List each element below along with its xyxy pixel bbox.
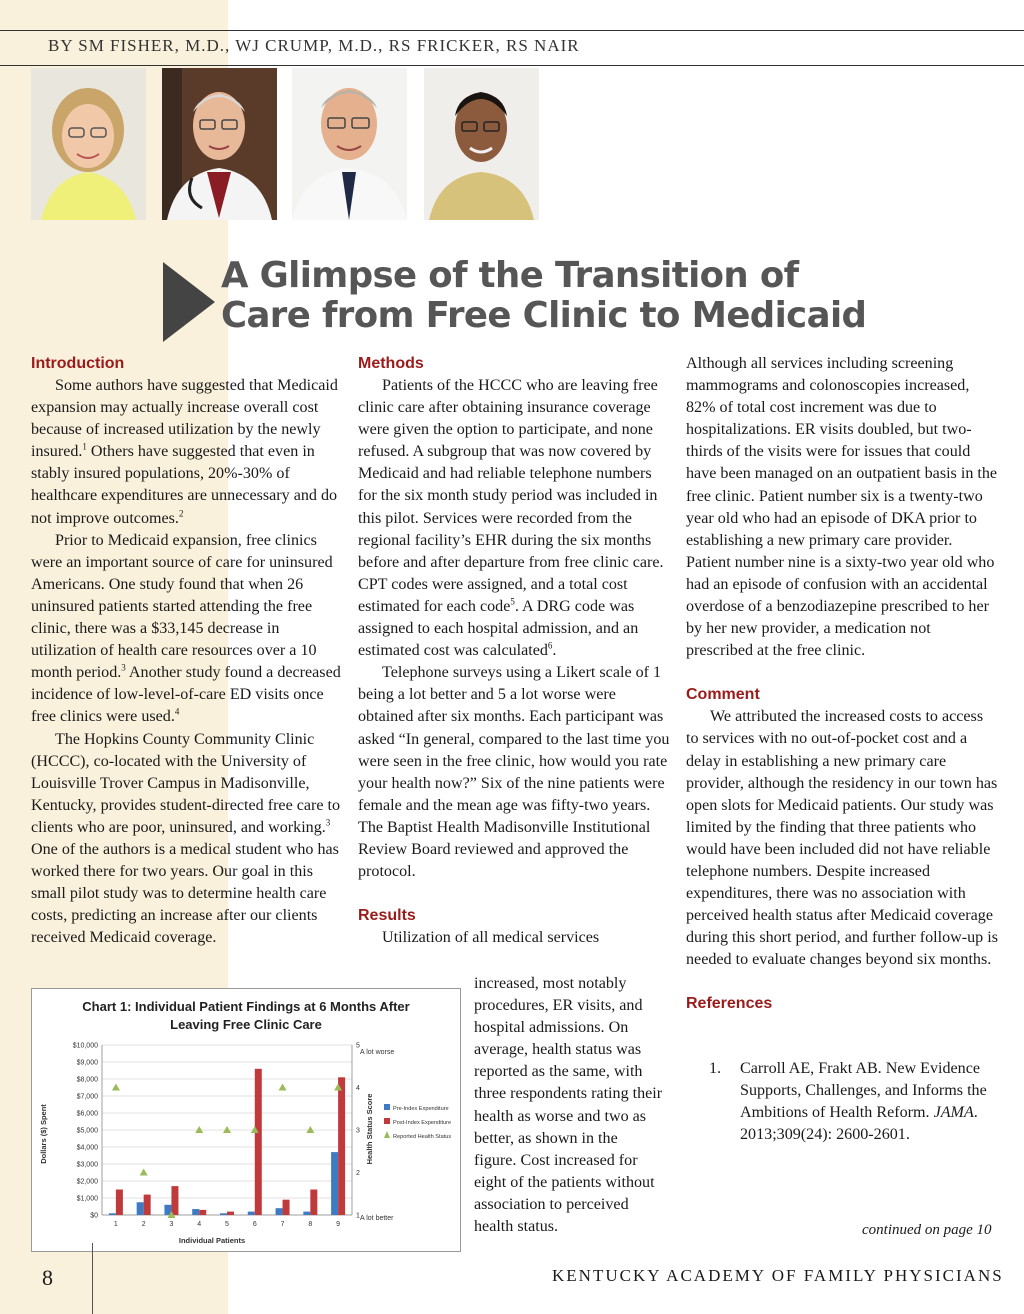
post-index-bar bbox=[227, 1212, 234, 1215]
chart-title-line-1: Chart 1: Individual Patient Findings at 6 Months After bbox=[82, 999, 410, 1014]
title-line-2: Care from Free Clinic to Medicaid bbox=[221, 295, 867, 336]
title-arrow-icon bbox=[163, 262, 215, 342]
chart-y-tick-label: $4,000 bbox=[76, 1144, 98, 1152]
chart-y-tick-label: $0 bbox=[90, 1212, 98, 1220]
references-heading: References bbox=[686, 995, 773, 1013]
results-paragraph: increased, most notably procedures, ER visits, and hospital admissions. On average, health status was reported as the same, with three respondents rating their health as worse and two as better, as shown in the figure. Cost increased for eight of the patients without association to perceived health status. bbox=[474, 975, 663, 1236]
health-status-marker bbox=[112, 1084, 120, 1091]
intro-p3-text-b: One of the authors is a medical student who has worked there for two years. Our goal in this small pilot study was to determine health care costs, predicting an increase after our clients received Medicaid coverage. bbox=[31, 840, 339, 947]
comment-heading: Comment bbox=[686, 686, 760, 704]
results-first-line: Utilization of all medical services bbox=[382, 929, 600, 947]
author-photo-3 bbox=[292, 68, 407, 220]
chart-x-tick-label: 9 bbox=[336, 1221, 341, 1228]
chart-y-tick-label: $10,000 bbox=[72, 1042, 98, 1050]
legend-swatch bbox=[384, 1118, 390, 1124]
column-2 bbox=[358, 353, 670, 949]
comment-paragraph: We attributed the increased costs to access to services with no out-of-pocket cost and a delay in establishing a new primary care provider, although the residency in our town has open slots for Medicaid patients. Our study was limited by the finding that three patients who would have been included did not have reliable telephone numbers. Despite increased expenditures, there was no association with perceived health status after Medicaid coverage during this short period, and further follow-up is needed to evaluate changes beyond six months. bbox=[686, 708, 998, 969]
legend-label: Reported Health Status bbox=[393, 1134, 452, 1140]
chart-svg bbox=[32, 989, 460, 1251]
citation-sup: 3 bbox=[325, 817, 331, 828]
introduction-heading: Introduction bbox=[31, 355, 125, 372]
byline: BY SM FISHER, M.D., WJ CRUMP, M.D., RS FRICKER, RS NAIR bbox=[48, 36, 580, 55]
pre-index-bar bbox=[109, 1213, 116, 1215]
reference-citation: . 2013;309(24): 2600-2601. bbox=[740, 1104, 978, 1144]
citation-sup: 1 bbox=[82, 441, 87, 452]
chart-y2-label: Health Status Score bbox=[365, 1093, 374, 1165]
health-status-marker bbox=[306, 1126, 314, 1133]
intro-p2-text-b: Another study found a decreased incidence of low-level-of-care ED visits once free clinics were used. bbox=[31, 664, 341, 726]
pre-index-bar bbox=[220, 1213, 227, 1215]
chart-x-tick-label: 5 bbox=[225, 1221, 229, 1228]
chart-x-tick-label: 6 bbox=[252, 1221, 257, 1228]
health-status-marker bbox=[140, 1169, 148, 1176]
methods-paragraph-1 bbox=[358, 375, 670, 662]
column-3 bbox=[686, 353, 998, 1015]
footer-divider bbox=[92, 1243, 93, 1314]
post-index-bar bbox=[338, 1077, 345, 1215]
reference-number: 1. bbox=[709, 1060, 722, 1077]
reference-text: Carroll AE, Frakt AB. New Evidence Supports, Challenges, and Informs the Ambitions of Health Reform. bbox=[740, 1060, 987, 1122]
chart-y2-tick-label: 2 bbox=[356, 1170, 360, 1177]
intro-paragraph-3 bbox=[31, 729, 341, 950]
methods-p1-text-c: . bbox=[552, 642, 557, 660]
byline-rule bbox=[0, 65, 1024, 66]
pre-index-bar bbox=[137, 1202, 144, 1215]
continued-note: continued on page 10 bbox=[862, 1222, 992, 1238]
chart-y-tick-label: $6,000 bbox=[76, 1110, 98, 1118]
citation-sup: 2 bbox=[178, 508, 184, 519]
methods-paragraph-2: Telephone surveys using a Likert scale of 1 being a lot better and 5 a lot worse were obtained after six months. Each participant was asked “In general, compared to the last time you were seen in the free clinic, how would you rate your health now?” Six of the nine patients were female and the mean age was fifty-two years. The Baptist Health Madisonville Institutional Review Board reviewed and approved the protocol. bbox=[358, 664, 670, 881]
intro-paragraph-1 bbox=[31, 375, 341, 530]
top-rule bbox=[0, 30, 1024, 31]
chart-y2-top-label: A lot worse bbox=[360, 1049, 395, 1056]
post-index-bar bbox=[144, 1195, 151, 1215]
chart-x-tick-label: 4 bbox=[197, 1221, 202, 1228]
post-index-bar bbox=[171, 1186, 178, 1215]
chart-y2-tick-label: 1 bbox=[356, 1212, 360, 1220]
pre-index-bar bbox=[331, 1152, 338, 1215]
chart-y-tick-label: $9,000 bbox=[76, 1059, 98, 1067]
chart-1 bbox=[31, 988, 461, 1252]
chart-title-line-2: Leaving Free Clinic Care bbox=[170, 1017, 322, 1032]
citation-sup: 3 bbox=[121, 662, 126, 673]
author-photo-2 bbox=[162, 68, 277, 220]
chart-y2-tick-label: 5 bbox=[356, 1042, 360, 1050]
chart-x-label: Individual Patients bbox=[178, 1236, 246, 1245]
author-photo-4 bbox=[424, 68, 539, 220]
chart-y2-tick-label: 4 bbox=[356, 1085, 360, 1092]
methods-heading: Methods bbox=[358, 355, 424, 372]
post-index-bar bbox=[283, 1200, 290, 1215]
pre-index-bar bbox=[303, 1212, 310, 1215]
chart-y-label: Dollars ($) Spent bbox=[39, 1104, 48, 1164]
chart-y-tick-label: $7,000 bbox=[76, 1093, 98, 1101]
chart-y-tick-label: $2,000 bbox=[76, 1178, 98, 1186]
chart-x-tick-label: 2 bbox=[141, 1221, 146, 1228]
pre-index-bar bbox=[192, 1209, 199, 1215]
journal-name: KENTUCKY ACADEMY OF FAMILY PHYSICIANS bbox=[552, 1266, 1004, 1285]
legend-label: Pre-Index Expenditure bbox=[393, 1106, 449, 1112]
page-number: 8 bbox=[42, 1265, 53, 1290]
post-index-bar bbox=[116, 1190, 123, 1216]
pre-index-bar bbox=[248, 1212, 255, 1215]
intro-p1-text-a: Some authors have suggested that Medicaid expansion may actually increase overall cost because of increased utilization by the newly insured. bbox=[31, 377, 338, 461]
article-title bbox=[221, 256, 866, 336]
column-1 bbox=[31, 353, 341, 949]
health-status-marker bbox=[223, 1126, 231, 1133]
chart-y2-tick-label: 3 bbox=[356, 1127, 360, 1135]
legend-label: Post-Index Expenditure bbox=[393, 1120, 452, 1126]
post-index-bar bbox=[255, 1069, 262, 1215]
results-heading: Results bbox=[358, 907, 416, 925]
chart-x-tick-label: 1 bbox=[113, 1221, 118, 1228]
chart-x-tick-label: 3 bbox=[169, 1221, 174, 1228]
author-photo-1 bbox=[31, 68, 146, 220]
intro-paragraph-2 bbox=[31, 530, 341, 729]
chart-x-tick-label: 7 bbox=[280, 1221, 285, 1228]
legend-swatch bbox=[384, 1104, 390, 1110]
citation-sup: 4 bbox=[174, 707, 180, 718]
legend-swatch bbox=[384, 1131, 390, 1138]
results-continued-paragraph: Although all services including screening mammograms and colonoscopies increased, 82% of total cost increment was due to hospitalizations. ER visits doubled, but two-thirds of the visits were for issues that could have been managed on an outpatient basis in the free clinic. Patient number six is a twenty-two year old who had an episode of DKA prior to establishing a new primary care provider. Patient number nine is a sixty-two year old who had an episode of confusion with an accidental overdose of a benzodiazepine prescribed to her by her new provider, a medication not prescribed at the free clinic. bbox=[686, 355, 998, 660]
reference-item-1 bbox=[709, 1058, 999, 1146]
post-index-bar bbox=[310, 1190, 317, 1216]
post-index-bar bbox=[199, 1210, 206, 1215]
reference-journal: JAMA bbox=[933, 1104, 974, 1122]
title-line-1: A Glimpse of the Transition of bbox=[221, 255, 799, 296]
chart-y-tick-label: $1,000 bbox=[76, 1195, 98, 1203]
health-status-marker bbox=[279, 1084, 287, 1091]
chart-y-tick-label: $5,000 bbox=[76, 1127, 98, 1135]
health-status-marker bbox=[195, 1126, 203, 1133]
citation-sup: 6 bbox=[547, 640, 553, 651]
pre-index-bar bbox=[276, 1208, 283, 1215]
chart-y-tick-label: $3,000 bbox=[76, 1161, 98, 1169]
chart-y-tick-label: $8,000 bbox=[76, 1076, 98, 1084]
chart-x-tick-label: 8 bbox=[308, 1221, 313, 1228]
intro-p3-text-a: The Hopkins County Community Clinic (HCCC), co-located with the University of Louisville Trover Campus in Madisonville, Kentucky, provides student-directed free care to clients who are poor, uninsured, and working. bbox=[31, 730, 341, 836]
intro-p1-text-b: Others have suggested that even in stably insured populations, 20%-30% of healthcare expenditures are unnecessary and do not improve outcomes. bbox=[31, 443, 338, 527]
chart-y2-bottom-label: A lot better bbox=[360, 1215, 394, 1222]
citation-sup: 5 bbox=[510, 596, 515, 607]
methods-p1-text-a: Patients of the HCCC who are leaving free clinic care after obtaining insurance coverage were given the option to participate, and none refused. A subgroup that was now covered by Medicaid and had reliable telephone numbers for the six month study period was included in this pilot. Services were recorded from the regional facility’s EHR during the six months before and after departure from free clinic care. CPT codes were assigned, and a total cost estimated for each code bbox=[358, 377, 664, 615]
intro-p2-text-a: Prior to Medicaid expansion, free clinics were an important source of care for uninsured Americans. One study found that when 26 uninsured patients started attending the free clinic, there was a $33,145 decrease in utilization of health care resources over a 10 month period. bbox=[31, 531, 333, 682]
methods-p1-text-b: . A DRG code was assigned to each hospital admission, and an estimated cost was calculated bbox=[358, 597, 639, 660]
